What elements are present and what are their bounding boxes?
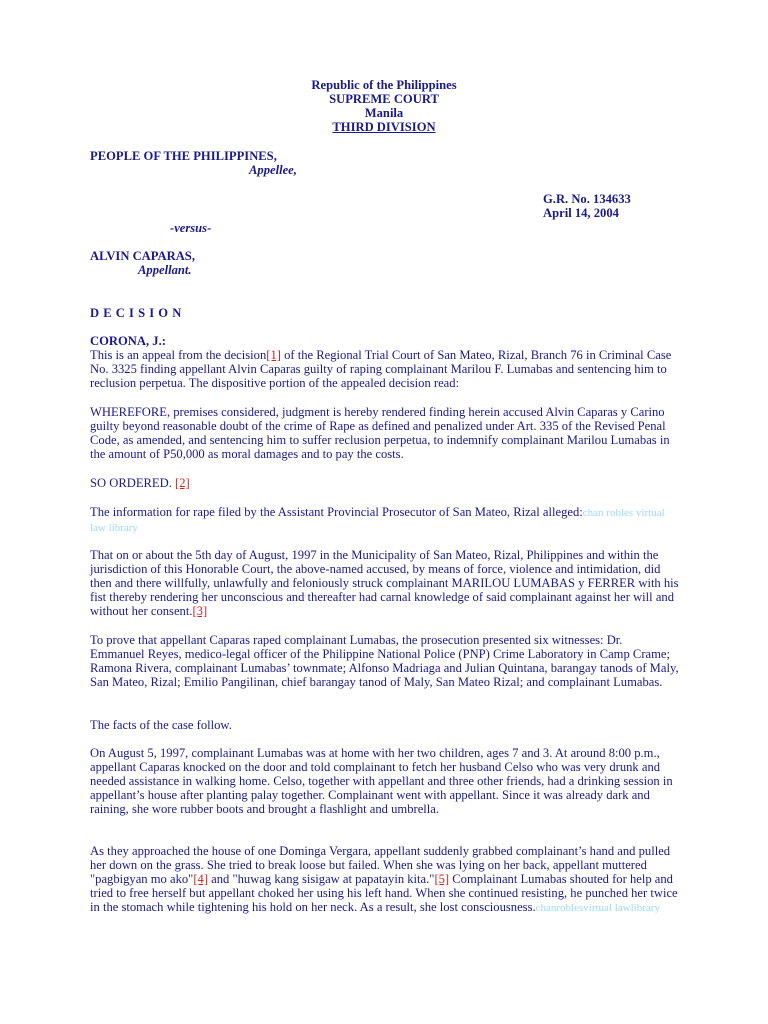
plaintiff-role: Appellee, (249, 163, 297, 177)
versus-label: -versus- (170, 221, 212, 235)
plaintiff-name: PEOPLE OF THE PHILIPPINES, (90, 149, 277, 163)
paragraph-text: Complainant Lumabas shouted for help and tried to free herself but appellant choked her using his left hand. When she continued resisting, he punched her twice in the stomach while tightening his hold on her neck. As a result, she lost consciousness. (90, 872, 678, 914)
paragraph-text: This is an appeal from the decision (90, 348, 267, 362)
paragraph-intro (90, 348, 680, 390)
paragraph-text: SO ORDERED. (90, 476, 172, 490)
footnote-link-4[interactable]: [4] (193, 872, 209, 886)
paragraph-text: The facts of the case follow. (90, 718, 232, 732)
paragraph-facts-intro (90, 718, 680, 732)
footnote-link-3[interactable]: [3] (192, 604, 208, 618)
republic-line: Republic of the Philippines (311, 78, 457, 92)
paragraph-text: and "huwag kang sisigaw at papatayin kita." (208, 872, 435, 886)
court-name: SUPREME COURT (329, 92, 439, 106)
defendant-role: Appellant. (138, 263, 192, 277)
paragraph-incident (90, 844, 680, 915)
gr-number: G.R. No. 134633 (543, 192, 631, 206)
paragraph-text: of the Regional Trial Court of San Mateo, Rizal, Branch 76 in Criminal Case No. 3325 finding appellant Alvin Caparas guilty of raping complainant Marilou F. Lumabas and sentencing him to reclusion perpetua. The dispositive portion of the appealed decision read: (90, 348, 672, 390)
paragraph-text: As they approached the house of one Dominga Vergara, appellant suddenly grabbed complainant’s hand and pulled her down on the grass. She tried to break loose but failed. When she was lying on her back, appellant muttered "pagbigyan mo ako" (90, 844, 671, 886)
court-header (0, 78, 768, 134)
defendant-name: ALVIN CAPARAS, (90, 249, 195, 263)
paragraph-text: That on or about the 5th day of August, 1997 in the Municipality of San Mateo, Rizal, Philippines and within the jurisdiction of this Honorable Court, the above-named accused, by means of force, violence and intimidation, did then and there willfully, unlawfully and feloniously struck complainant MARILOU LUMABAS y FERRER with his fist thereby rendering her unconscious and thereafter had carnal knowledge of said complainant against her will and without her consent. (90, 548, 679, 618)
watermark-text: chan robles virtual law library (90, 507, 665, 534)
decision-title: D E C I S I O N (90, 306, 182, 320)
paragraph-text: On August 5, 1997, complainant Lumabas was at home with her two children, ages 7 and 3. At around 8:00 p.m., appellant Caparas knocked on the door and told complainant to fetch her husband Celso who was very drunk and needed assistance in walking home. Celso, together with appellant and three other friends, had a drinking session in appellant’s house after planting palay together. Complainant went with appellant. Since it was already dark and raining, she wore rubber boots and brought a flashlight and umbrella. (90, 746, 673, 816)
footnote-link-5[interactable]: [5] (434, 872, 450, 886)
paragraph-facts (90, 746, 680, 816)
paragraph-text: To prove that appellant Caparas raped complainant Lumabas, the prosecution presented six witnesses: Dr. Emmanuel Reyes, medico-legal officer of the Philippine National Police (PNP) Crime Laboratory in Camp Crame; Ramona Rivera, complainant Lumabas’ townmate; Alfonso Madriaga and Julian Quintana, barangay tanods of Maly, San Mateo, Rizal; Emilio Pangilinan, chief barangay tanod of Maly, San Mateo Rizal; and complainant Lumabas. (90, 633, 679, 689)
paragraph-text: The information for rape filed by the Assistant Provincial Prosecutor of San Mateo, Rizal alleged: (90, 505, 583, 519)
paragraph-so-ordered (90, 476, 680, 490)
ponente: CORONA, J.: (90, 334, 166, 348)
watermark-text: chanroblesvirtual lawlibrary (535, 902, 660, 914)
footnote-link-2[interactable]: [2] (175, 476, 190, 490)
decision-date: April 14, 2004 (543, 206, 619, 220)
paragraph-allegation (90, 548, 680, 618)
court-city: Manila (364, 106, 404, 120)
paragraph-dispositive (90, 405, 680, 461)
footnote-link-1[interactable]: [1] (266, 348, 281, 362)
division-name: THIRD DIVISION (332, 120, 436, 134)
paragraph-witnesses (90, 633, 680, 689)
paragraph-information (90, 505, 680, 535)
paragraph-text: WHEREFORE, premises considered, judgment is hereby rendered finding herein accused Alvin Caparas y Carino guilty beyond reasonable doubt of the crime of Rape as defined and penalized under Art. 335 of the Revised Penal Code, as amended, and sentencing him to suffer reclusion perpetua, to indemnify complainant Marilou Lumabas in the amount of P50,000 as moral damages and to pay the costs. (90, 405, 670, 461)
